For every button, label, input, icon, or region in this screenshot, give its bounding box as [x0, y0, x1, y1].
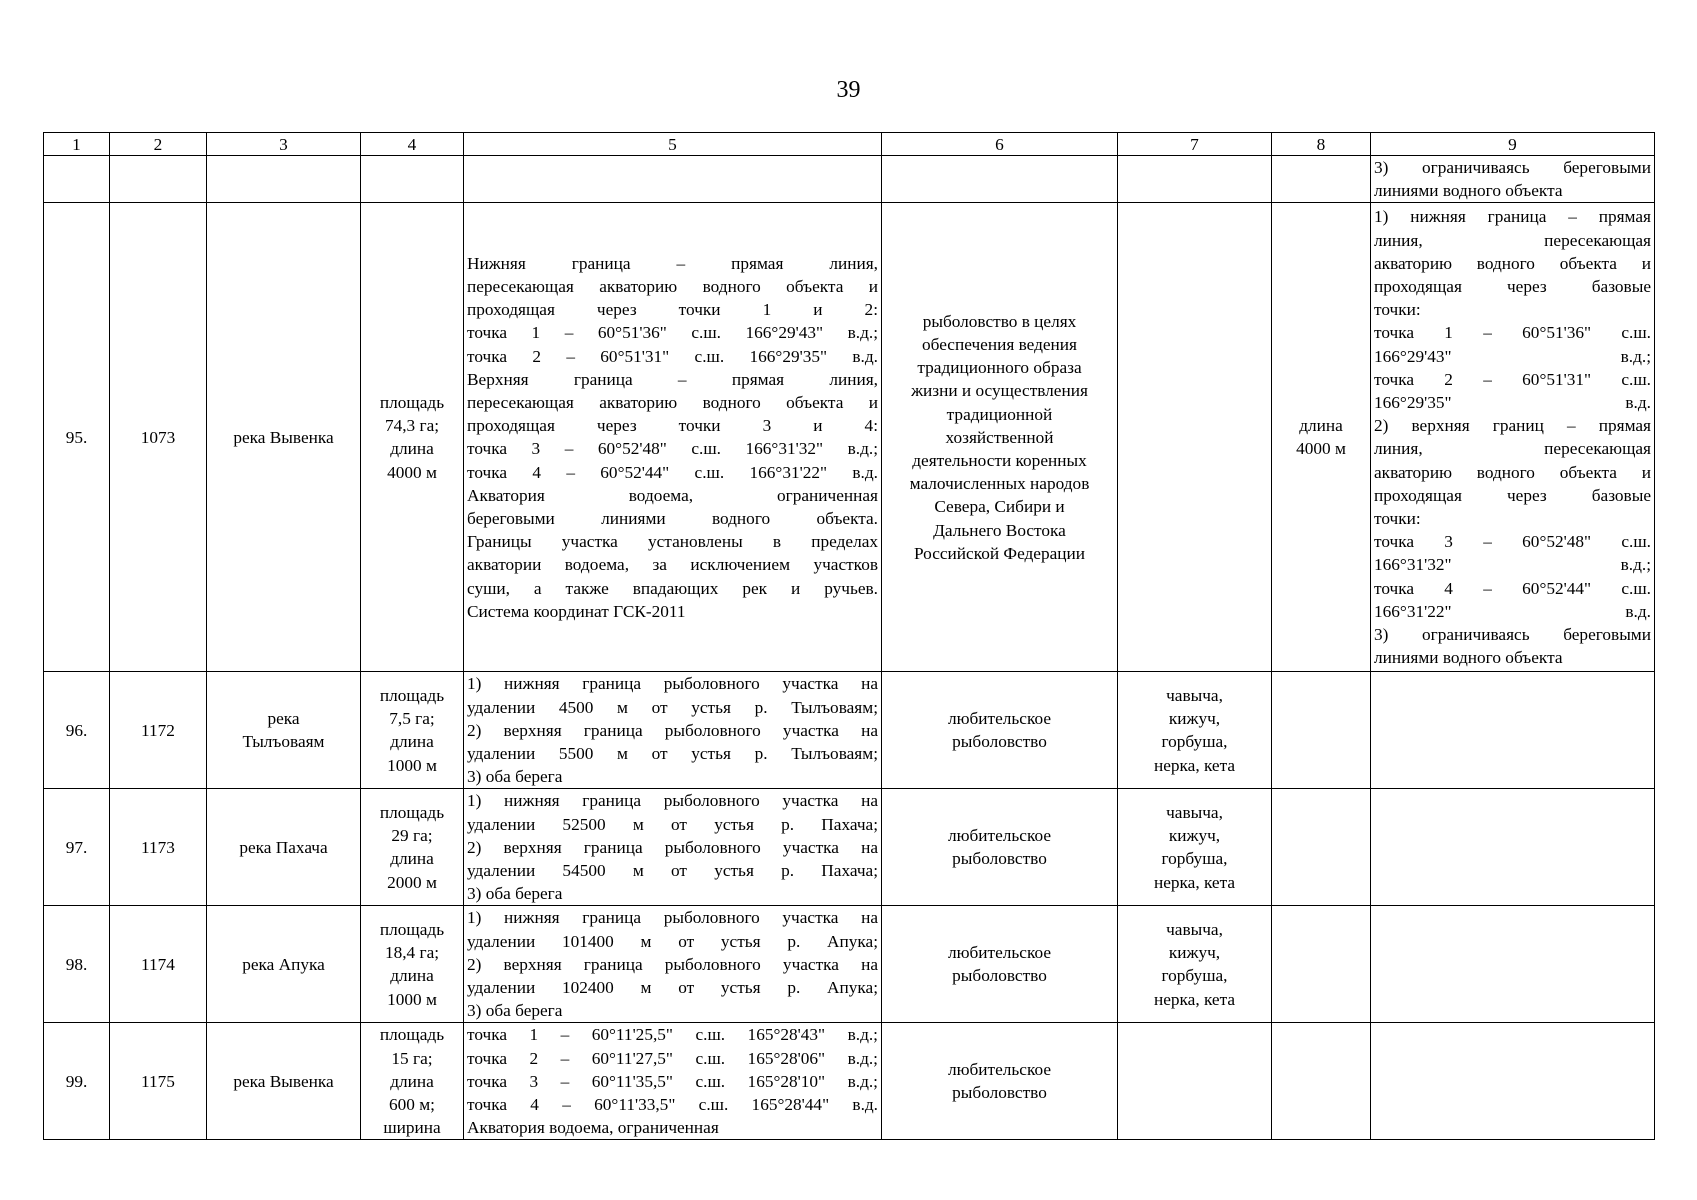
species-cell: [1118, 1023, 1272, 1140]
length-cell: [1272, 906, 1371, 1023]
area-code-cell: 1073: [110, 203, 207, 672]
text-line: нерка, кета: [1153, 755, 1236, 775]
column-number-5: 5: [464, 133, 882, 156]
text-line: акваторию водного объекта и: [1374, 462, 1651, 482]
text-line: 1000 м: [387, 755, 437, 775]
text-line: Система координат ГСК-2011: [467, 601, 686, 621]
row-number-cell: 97.: [44, 789, 110, 906]
text-line: 166°31'32" в.д.;: [1374, 555, 1651, 575]
text-line: точка 4 – 60°52'44" с.ш.: [1374, 578, 1651, 598]
text-line: кижуч,: [1168, 826, 1221, 846]
text-line: пересекающая акваторию водного объекта и: [467, 276, 878, 296]
species-cell: [1118, 906, 1272, 1023]
text-line: нерка, кета: [1153, 872, 1236, 892]
text-line: точка 1 – 60°51'36" с.ш.: [1374, 323, 1651, 343]
empty-cell: [361, 156, 464, 203]
text-line: кижуч,: [1168, 709, 1221, 729]
column-number-9: 9: [1371, 133, 1655, 156]
continuation-row: [44, 156, 1655, 203]
text-line: 166°31'22" в.д.: [1374, 601, 1651, 621]
boundary-description-cell: [464, 672, 882, 789]
text-line: деятельности коренных: [912, 451, 1087, 470]
boundary-cell: [1371, 1023, 1655, 1140]
text-line: 3) ограничиваясь береговыми: [1374, 625, 1651, 645]
table-row: [44, 789, 1655, 906]
text-line: 1) нижняя граница – прямая: [1374, 207, 1651, 227]
text-line: горбуша,: [1161, 732, 1228, 752]
text-line: Акватория водоема, ограниченная: [467, 1118, 719, 1138]
table-row: [44, 906, 1655, 1023]
column-number-6: 6: [882, 133, 1118, 156]
text-line: любительское: [947, 826, 1051, 846]
text-line: линиями водного объекта: [1374, 181, 1563, 201]
text-line: хозяйственной: [945, 427, 1054, 447]
text-line: чавыча,: [1166, 686, 1223, 705]
text-line: чавыча,: [1166, 803, 1223, 823]
text-line: рыболовство: [952, 1083, 1047, 1103]
column-number-8: 8: [1272, 133, 1371, 156]
length-cell: [1272, 789, 1371, 906]
text-line: точка 4 – 60°11'33,5" с.ш. 165°28'44" в.д.: [467, 1095, 878, 1115]
fishing-areas-table: [43, 132, 1655, 1140]
text-line: береговыми линиями водного объекта.: [467, 509, 878, 529]
boundary-description-cell: [464, 203, 882, 672]
empty-cell: [1272, 156, 1371, 203]
text-line: длина: [390, 1071, 434, 1091]
text-line: рыболовство: [952, 732, 1047, 752]
page-number: 39: [836, 77, 861, 103]
text-line: точка 2 – 60°51'31" с.ш. 166°29'35" в.д.: [467, 346, 878, 366]
text-line: точка 1 – 60°51'36" с.ш. 166°29'43" в.д.;: [467, 323, 878, 343]
text-line: 3) оба берега: [467, 767, 563, 787]
text-line: длина: [390, 966, 434, 986]
column-number-7: 7: [1118, 133, 1272, 156]
text-line: проходящая через точки 1 и 2:: [467, 300, 878, 320]
text-line: рыболовство: [952, 966, 1047, 986]
water-body-name-cell: [207, 203, 361, 672]
text-line: 4000 м: [1296, 439, 1346, 459]
boundary-cell: [1371, 906, 1655, 1023]
text-line: удалении 5500 м от устья р. Тылъоваям;: [467, 744, 878, 764]
boundary-cell: [1371, 156, 1655, 203]
text-line: точки:: [1374, 300, 1421, 320]
clipped-content: [364, 1023, 460, 1139]
text-line: Нижняя граница – прямая линия,: [467, 253, 878, 273]
text-line: точка 1 – 60°11'25,5" с.ш. 165°28'43" в.д.;: [467, 1025, 878, 1045]
boundary-description-cell: [464, 906, 882, 1023]
water-body-name-cell: [207, 906, 361, 1023]
boundary-cell: [1371, 203, 1655, 672]
column-number-row: [44, 133, 1655, 156]
clipped-content: [467, 1023, 878, 1139]
boundary-cell: [1371, 672, 1655, 789]
species-cell: [1118, 203, 1272, 672]
text-line: река Вывенка: [233, 427, 334, 447]
text-line: точка 2 – 60°51'31" с.ш.: [1374, 369, 1651, 389]
area-size-cell: [361, 789, 464, 906]
text-line: 1) нижняя граница рыболовного участка на: [467, 908, 878, 928]
text-line: 3) оба берега: [467, 1001, 563, 1021]
table-row: [44, 672, 1655, 789]
water-body-name-cell: [207, 672, 361, 789]
text-line: суши, а также впадающих рек и ручьев.: [467, 578, 878, 598]
fishing-purpose-cell: [882, 789, 1118, 906]
text-line: удалении 54500 м от устья р. Пахача;: [467, 861, 878, 881]
area-code-cell: 1173: [110, 789, 207, 906]
water-body-name-cell: [207, 789, 361, 906]
text-line: 3) оба берега: [467, 884, 563, 904]
text-line: река Пахача: [239, 837, 328, 857]
text-line: горбуша,: [1161, 966, 1228, 986]
text-line: удалении 52500 м от устья р. Пахача;: [467, 814, 878, 834]
column-number-3: 3: [207, 133, 361, 156]
fishing-purpose-cell: [882, 906, 1118, 1023]
text-line: 600 м;: [389, 1095, 435, 1115]
text-line: любительское: [947, 709, 1051, 729]
text-line: 1) нижняя граница рыболовного участка на: [467, 791, 878, 811]
column-number-2: 2: [110, 133, 207, 156]
text-line: 7,5 га;: [389, 709, 435, 729]
text-line: площадь: [379, 803, 445, 823]
text-line: площадь: [379, 686, 445, 705]
text-line: Верхняя граница – прямая линия,: [467, 369, 878, 389]
text-line: 2) верхняя граница рыболовного участка на: [467, 837, 878, 857]
text-line: рыболовство в целях: [922, 311, 1077, 331]
text-line: обеспечения ведения: [922, 334, 1077, 354]
text-line: 1000 м: [387, 989, 437, 1009]
row-number-cell: 96.: [44, 672, 110, 789]
area-code-cell: 1175: [110, 1023, 207, 1140]
text-line: удалении 102400 м от устья р. Апука;: [467, 978, 878, 998]
text-line: любительское: [947, 943, 1051, 963]
text-line: 4000 м: [387, 462, 437, 482]
text-line: 1) нижняя граница рыболовного участка на: [467, 674, 878, 694]
empty-cell: [882, 156, 1118, 203]
text-line: точка 3 – 60°52'48" с.ш. 166°31'32" в.д.;: [467, 439, 878, 459]
text-line: 3) ограничиваясь береговыми: [1374, 158, 1651, 177]
empty-cell: [44, 156, 110, 203]
text-line: Тылъоваям: [242, 732, 325, 752]
text-line: площадь: [379, 920, 445, 940]
area-size-cell: [361, 1023, 464, 1140]
text-line: Российской Федерации: [913, 543, 1086, 563]
column-number-1: 1: [44, 133, 110, 156]
text-line: проходящая через базовые: [1374, 485, 1651, 505]
text-line: точки:: [1374, 509, 1421, 529]
text-line: 74,3 га;: [384, 416, 440, 436]
boundary-description-cell: [464, 1023, 882, 1140]
text-line: 2) верхняя граница рыболовного участка на: [467, 954, 878, 974]
text-line: длина: [1299, 416, 1343, 436]
empty-cell: [207, 156, 361, 203]
text-line: 166°29'35" в.д.: [1374, 393, 1651, 412]
table-row: [44, 1023, 1655, 1140]
text-line: любительское: [947, 1060, 1051, 1080]
species-cell: [1118, 789, 1272, 906]
text-line: рыболовство: [952, 849, 1047, 869]
area-size-cell: [361, 672, 464, 789]
text-line: кижуч,: [1168, 943, 1221, 963]
text-line: площадь: [379, 1025, 445, 1045]
text-line: удалении 101400 м от устья р. Апука;: [467, 931, 878, 951]
text-line: длина: [390, 849, 434, 869]
text-line: река Вывенка: [233, 1071, 334, 1091]
water-body-name-cell: [207, 1023, 361, 1140]
text-line: чавыча,: [1166, 920, 1223, 940]
text-line: удалении 4500 м от устья р. Тылъоваям;: [467, 697, 878, 717]
text-line: малочисленных народов: [909, 474, 1090, 494]
length-cell: [1272, 1023, 1371, 1140]
text-line: акватории водоема, за исключением участков: [467, 555, 878, 575]
text-line: 29 га;: [391, 826, 433, 846]
length-cell: [1272, 672, 1371, 789]
table-row: [44, 203, 1655, 672]
text-line: проходящая через точки 3 и 4:: [467, 416, 878, 436]
text-line: Акватория водоема, ограниченная: [467, 485, 878, 505]
text-line: 166°29'43" в.д.;: [1374, 346, 1651, 366]
text-line: Севера, Сибири и: [934, 497, 1065, 517]
text-line: линия, пересекающая: [1374, 439, 1651, 459]
text-line: 18,4 га;: [384, 943, 440, 963]
species-cell: [1118, 672, 1272, 789]
empty-cell: [110, 156, 207, 203]
text-line: 2) верхняя граница рыболовного участка на: [467, 720, 878, 740]
text-line: длина: [390, 439, 434, 459]
text-line: горбуша,: [1161, 849, 1228, 869]
text-line: 2000 м: [387, 872, 437, 892]
row-number-cell: 95.: [44, 203, 110, 672]
empty-cell: [464, 156, 882, 203]
text-line: 2) верхняя границ – прямая: [1374, 416, 1651, 436]
fishing-purpose-cell: [882, 203, 1118, 672]
text-line: длина: [390, 732, 434, 752]
text-line: площадь: [379, 393, 445, 412]
text-line: 15 га;: [391, 1048, 433, 1068]
text-line: линиями водного объекта: [1374, 648, 1563, 668]
area-size-cell: [361, 906, 464, 1023]
fishing-purpose-cell: [882, 672, 1118, 789]
text-line: традиционной: [946, 404, 1053, 424]
area-code-cell: 1172: [110, 672, 207, 789]
text-line: линия, пересекающая: [1374, 230, 1651, 250]
text-line: ширина: [383, 1118, 441, 1138]
text-line: нерка, кета: [1153, 989, 1236, 1009]
text-line: жизни и осуществления: [911, 381, 1088, 401]
text-line: пересекающая акваторию водного объекта и: [467, 393, 878, 412]
area-code-cell: 1174: [110, 906, 207, 1023]
column-number-4: 4: [361, 133, 464, 156]
empty-cell: [1118, 156, 1272, 203]
boundary-description-cell: [464, 789, 882, 906]
text-line: точка 4 – 60°52'44" с.ш. 166°31'22" в.д.: [467, 462, 878, 482]
length-cell: [1272, 203, 1371, 672]
text-line: точка 2 – 60°11'27,5" с.ш. 165°28'06" в.д.;: [467, 1048, 878, 1068]
area-size-cell: [361, 203, 464, 672]
text-line: проходящая через базовые: [1374, 276, 1651, 296]
boundary-cell: [1371, 789, 1655, 906]
text-line: акваторию водного объекта и: [1374, 253, 1651, 273]
text-line: Границы участка установлены в пределах: [467, 532, 878, 552]
text-line: точка 3 – 60°11'35,5" с.ш. 165°28'10" в.д.;: [467, 1071, 878, 1091]
fishing-purpose-cell: [882, 1023, 1118, 1140]
row-number-cell: 99.: [44, 1023, 110, 1140]
text-line: река: [267, 709, 300, 729]
text-line: точка 3 – 60°52'48" с.ш.: [1374, 532, 1651, 552]
text-line: река Апука: [242, 954, 325, 974]
text-line: Дальнего Востока: [933, 520, 1066, 540]
text-line: традиционного образа: [917, 358, 1082, 378]
row-number-cell: 98.: [44, 906, 110, 1023]
